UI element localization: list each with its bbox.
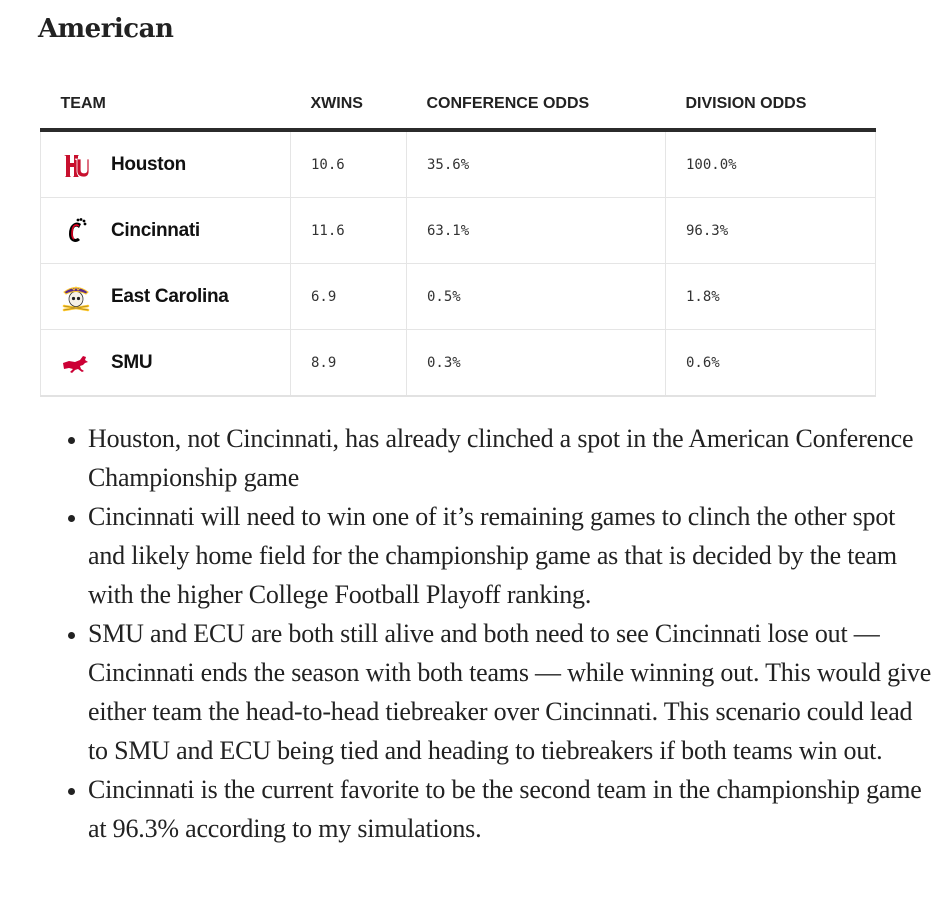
team-cell [41, 130, 291, 198]
smu-logo-icon [61, 348, 91, 378]
conference-odds-cell: 35.6% [407, 130, 666, 198]
analysis-notes-list [40, 419, 938, 848]
list-item: • Cincinnati will need to win one of it’s remaining games to clinch the other spot and likely home field for the championship game as that is decided by the team with the higher College Football Playoff ranking. [88, 497, 938, 614]
section-title: American [38, 14, 174, 44]
column-header-team[interactable]: TEAM [41, 80, 291, 130]
xwins-cell: 6.9 [291, 264, 407, 330]
standings-table [40, 80, 876, 397]
list-item: • Houston, not Cincinnati, has already clinched a spot in the American Conference Championship game [88, 419, 938, 497]
table-row [41, 130, 876, 198]
table-row [41, 198, 876, 264]
team-cell [41, 198, 291, 264]
team-name[interactable]: East Carolina [111, 285, 229, 307]
cincinnati-logo-icon [61, 216, 91, 246]
conference-odds-cell: 0.3% [407, 330, 666, 397]
xwins-cell: 11.6 [291, 198, 407, 264]
column-header-conference-odds[interactable]: CONFERENCE ODDS [407, 80, 666, 130]
xwins-cell: 8.9 [291, 330, 407, 397]
table-row [41, 264, 876, 330]
column-header-division-odds[interactable]: DIVISION ODDS [666, 80, 876, 130]
column-header-xwins[interactable]: XWINS [291, 80, 407, 130]
team-cell [41, 264, 291, 330]
team-cell [41, 330, 291, 397]
division-odds-cell: 96.3% [666, 198, 876, 264]
east-carolina-logo-icon [61, 282, 91, 312]
division-odds-cell: 1.8% [666, 264, 876, 330]
conference-odds-cell: 63.1% [407, 198, 666, 264]
xwins-cell: 10.6 [291, 130, 407, 198]
team-name[interactable]: Cincinnati [111, 219, 200, 241]
list-item: • Cincinnati is the current favorite to be the second team in the championship game at 96.3% according to my simulations. [88, 770, 938, 848]
division-odds-cell: 100.0% [666, 130, 876, 198]
team-name[interactable]: SMU [111, 351, 153, 373]
table-row [41, 330, 876, 397]
table-header-row [41, 80, 876, 130]
team-name[interactable]: Houston [111, 153, 186, 175]
division-odds-cell: 0.6% [666, 330, 876, 397]
conference-odds-cell: 0.5% [407, 264, 666, 330]
list-item: • SMU and ECU are both still alive and both need to see Cincinnati lose out — Cincinnati ends the season with both teams — while winning out. This would give either team the head-to-head tiebreaker over Cincinnati. This scenario could lead to SMU and ECU being tied and heading to tiebreakers if both teams win out. [88, 614, 938, 770]
houston-logo-icon [61, 150, 91, 180]
